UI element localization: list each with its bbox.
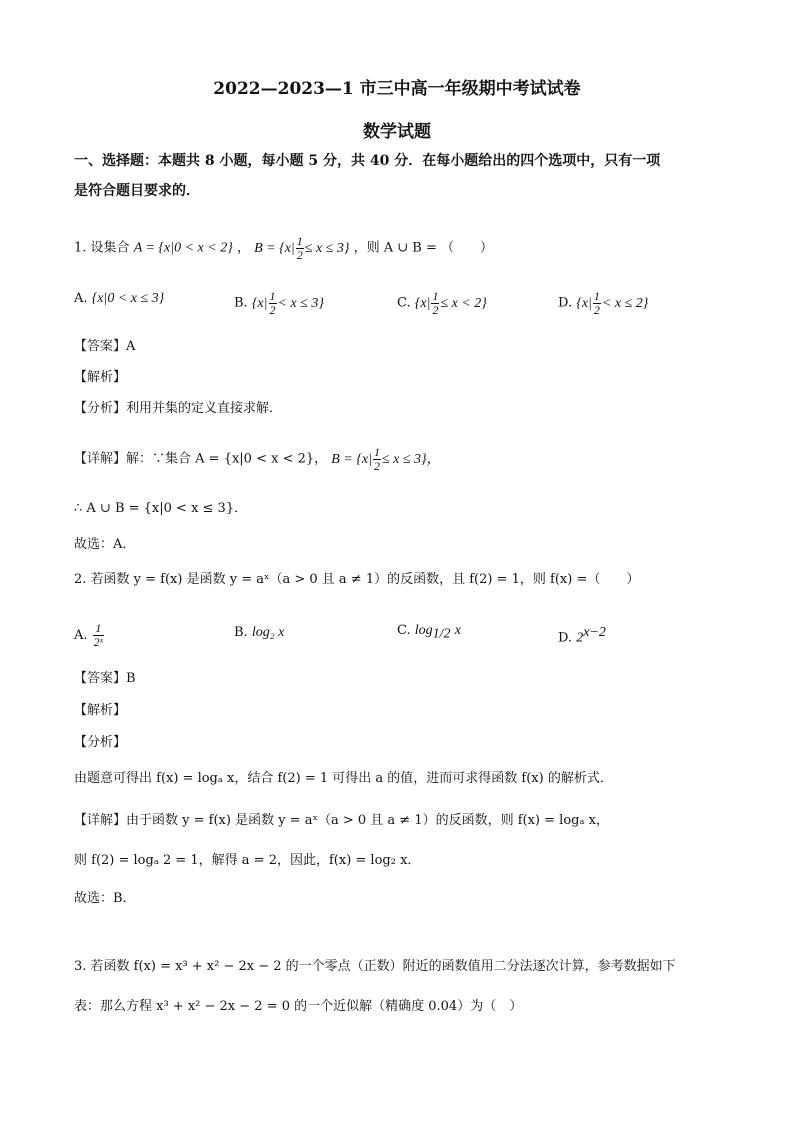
- q2-fenxi-tag: 【分析】: [74, 735, 127, 750]
- fraction-denominator: 2: [373, 459, 380, 473]
- q1-therefore: ∴ A ∪ B = {x|0 < x ≤ 3}．: [74, 501, 248, 516]
- option-lead: {x|: [576, 295, 592, 311]
- detail-tag: 【详解】: [74, 451, 127, 467]
- fraction-denominator: 2ˣ: [93, 635, 104, 649]
- fenxi-text: 利用并集的定义直接求解．: [126, 401, 283, 416]
- answer-value: B: [126, 671, 136, 686]
- q1-comma: ，: [236, 240, 250, 256]
- q2-option-b: [234, 624, 284, 642]
- option-fraction: [269, 290, 277, 317]
- option-label: D.: [558, 630, 573, 646]
- option-fraction: [93, 622, 104, 649]
- q1-detail: [74, 446, 441, 473]
- q1-answer: [74, 338, 135, 356]
- option-lead: {x|: [251, 295, 268, 311]
- q3-stem-line2: 表：那么方程 x³ + x² − 2x − 2 = 0 的一个近似解（精确度 0.04）为（ ）: [74, 999, 523, 1014]
- answer-value: A: [126, 339, 136, 354]
- q1-set-b-tail: ≤ x ≤ 3}: [304, 240, 350, 256]
- option-label: A.: [74, 628, 88, 643]
- answer-tag: 【答案】: [74, 339, 127, 354]
- fraction-numerator: 1: [593, 289, 600, 303]
- q1-prefix: 1. 设集合: [74, 240, 130, 256]
- q2-option-d: [558, 624, 606, 647]
- fraction-denominator: 2: [593, 303, 600, 317]
- option-label: C.: [397, 295, 411, 311]
- q1-fenxi: [74, 400, 282, 418]
- option-label: D.: [558, 295, 573, 311]
- option-lead: {x|: [414, 295, 431, 311]
- option-exponent: x−2: [583, 625, 606, 640]
- detail-text: 由于函数 y = f(x) 是函数 y = aˣ（a > 0 且 a ≠ 1）的反函数，则 f(x) = logₐ x，: [126, 813, 609, 828]
- fraction-denominator: 2: [269, 303, 276, 317]
- detail-b-lead: B = {x|: [331, 451, 372, 467]
- option-tail: < x ≤ 2}: [601, 295, 649, 311]
- section-instruction-2: 是符合题目要求的．: [74, 183, 200, 199]
- q1-question-tail: ，则 A ∪ B = （ ）: [353, 240, 493, 256]
- q1-option-d: [558, 290, 648, 317]
- q2-answer: [74, 670, 136, 688]
- q1-option-b: [234, 290, 324, 317]
- fenxi-tag: 【分析】: [74, 401, 127, 416]
- fraction-numerator: 1: [93, 622, 104, 636]
- option-text: {x|0 < x ≤ 3}: [91, 291, 165, 306]
- detail-text: 解：∵集合 A = {x|0 < x < 2}，: [126, 451, 328, 467]
- fraction-numerator: 1: [432, 289, 439, 303]
- option-fraction: [593, 290, 601, 317]
- page-title: 2022—2023—1 市三中高一年级期中考试试卷: [213, 79, 581, 99]
- q1-set-a: A = {x|0 < x < 2}: [133, 240, 233, 256]
- q1-set-b: [254, 234, 350, 262]
- q2-option-c: [397, 622, 461, 644]
- option-text: log: [414, 623, 433, 638]
- detail-fraction: [373, 446, 381, 473]
- option-tail: ≤ x < 2}: [440, 295, 487, 311]
- fraction-denominator: 2: [432, 303, 439, 317]
- q1-option-c: [397, 290, 487, 317]
- q2-analysis-tag: 【解析】: [74, 703, 127, 718]
- q1-analysis-tag: 【解析】: [74, 370, 127, 385]
- option-tail: < x ≤ 3}: [277, 295, 324, 311]
- q2-choose: 故选：B．: [74, 891, 136, 906]
- q2-detail-1: [74, 812, 609, 830]
- fraction-numerator: 1: [296, 234, 303, 248]
- log-arg: x: [454, 623, 461, 638]
- q1-option-a: [74, 290, 164, 308]
- q1-choose: 故选：A．: [74, 537, 136, 552]
- answer-tag: 【答案】: [74, 671, 127, 686]
- detail-tag: 【详解】: [74, 813, 127, 828]
- q2-detail-2: 则 f(2) = logₐ 2 = 1，解得 a = 2，因此，f(x) = log₂ x．: [74, 853, 421, 868]
- q1-set-b-fraction: [296, 235, 304, 262]
- fraction-numerator: 1: [269, 289, 276, 303]
- q1-set-b-lead: B = {x|: [254, 240, 295, 256]
- fraction-numerator: 1: [373, 445, 380, 459]
- q2-option-a: [74, 622, 105, 649]
- option-fraction: [431, 290, 439, 317]
- option-label: B.: [234, 625, 248, 640]
- option-label: B.: [234, 295, 248, 311]
- fraction-denominator: 2: [296, 248, 303, 262]
- page-subtitle: 数学试题: [363, 122, 431, 142]
- section-instruction-1: 一、选择题：本题共 8 小题，每小题 5 分，共 40 分．在每小题给出的四个选项中，只有一项: [74, 153, 661, 169]
- q2-stem: 2. 若函数 y = f(x) 是函数 y = aˣ（a > 0 且 a ≠ 1）的反函数，且 f(2) = 1，则 f(x) =（ ）: [74, 572, 640, 587]
- option-text: 2: [576, 630, 584, 646]
- q2-fenxi: 由题意可得出 f(x) = logₐ x，结合 f(2) = 1 可得出 a 的值，进而可求得函数 f(x) 的解析式．: [74, 771, 613, 786]
- q3-stem-line1: 3. 若函数 f(x) = x³ + x² − 2x − 2 的一个零点（正数）附近的函数值用二分法逐次计算，参考数据如下: [74, 959, 676, 974]
- q1-stem: [74, 235, 493, 262]
- option-text: log₂ x: [251, 625, 285, 640]
- detail-b-tail: ≤ x ≤ 3}，: [381, 451, 441, 467]
- option-label: A.: [74, 291, 88, 306]
- log-base: 1/2: [432, 626, 451, 642]
- option-label: C.: [397, 623, 411, 638]
